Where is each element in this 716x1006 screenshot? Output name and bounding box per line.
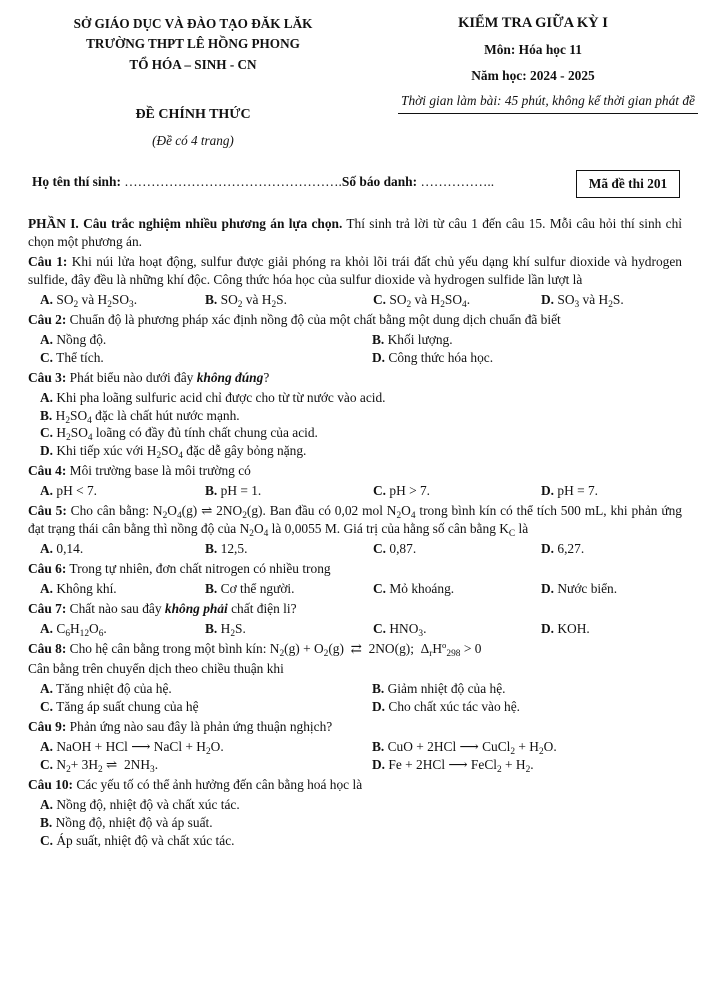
options-9 <box>28 738 682 774</box>
option-d[interactable]: D. Fe + 2HCl ⟶ FeCl$_2$ + $H_2$. <box>372 756 534 775</box>
question-8-prompt: Cân bằng trên chuyển dịch theo chiều thuận khi <box>28 660 284 676</box>
options-5 <box>28 540 682 558</box>
option-b[interactable]: B. Khối lượng. <box>372 331 453 347</box>
options-8 <box>28 680 682 716</box>
question-text: Các yếu tố có thể ảnh hưởng đến cân bằng hoá học là <box>73 776 363 792</box>
option-b[interactable]: B. Giảm nhiệt độ của hệ. <box>372 680 506 696</box>
option-c[interactable]: C. $HNO_3$. <box>373 621 427 640</box>
option-c[interactable]: C. Mỏ khoáng. <box>373 581 455 597</box>
option-b[interactable]: B. $H_2SO_4$ đặc là chất hút nước mạnh. <box>40 407 240 426</box>
school-name: TRƯỜNG THPT LÊ HỒNG PHONG <box>86 36 300 52</box>
options-10 <box>28 796 682 850</box>
option-c[interactable]: C. $SO_2$ và $H_2SO_4$. <box>373 291 471 310</box>
option-a[interactable]: A. Không khí. <box>40 581 117 597</box>
options-6 <box>28 580 682 598</box>
exam-header <box>28 0 695 155</box>
question-text: Môi trường base là môi trường có <box>66 463 251 479</box>
question-9 <box>28 718 682 736</box>
option-b[interactable]: B. CuO + 2HCl ⟶ CuCl$_2$ + $H_2O$. <box>372 738 557 757</box>
section-intro <box>28 215 682 251</box>
options-7 <box>28 620 682 638</box>
department-name: SỞ GIÁO DỤC VÀ ĐÀO TẠO ĐĂK LĂK <box>73 16 313 31</box>
option-d[interactable]: D. Khi tiếp xúc với $H_2SO_4$ đặc dễ gây bỏng nặng. <box>40 443 307 462</box>
exam-title: KIỂM TRA GIỮA KỲ I <box>458 15 608 31</box>
subject: Môn: Hóa học 11 <box>484 42 582 58</box>
option-a[interactable]: A. Tăng nhiệt độ của hệ. <box>40 680 172 696</box>
question-10 <box>28 776 682 794</box>
option-a[interactable]: A. Khi pha loãng sulfuric acid chỉ được cho từ từ nước vào acid. <box>40 389 386 405</box>
question-number: Câu 1: <box>28 253 68 269</box>
option-b[interactable]: B. 12,5. <box>205 541 248 557</box>
option-a[interactable]: A. pH < 7. <box>40 483 98 499</box>
option-c[interactable]: C. Tăng áp suất chung của hệ <box>40 698 199 714</box>
option-b[interactable]: B. $SO_2$ và $H_2S$. <box>205 291 287 310</box>
question-text: Khi núi lửa hoạt động, sulfur được giải phóng ra khỏi lõi trái đất chủ yếu dạng khí sulfur dioxide và hydrogen sulfide, đây đều là những khí độc. Công thức hóa học của sulfur dioxide và hydrogen sulfide lần lượt là <box>28 253 682 287</box>
question-number: Câu 6: <box>28 561 67 577</box>
option-a[interactable]: A. $SO_2$ và $H_2SO_3$. <box>40 291 138 310</box>
question-number: Câu 2: <box>28 311 67 327</box>
option-b[interactable]: B. Cơ thể người. <box>205 581 295 597</box>
option-c[interactable]: C. $H_2SO_4$ loãng có đầy đủ tính chất chung của acid. <box>40 425 318 444</box>
option-d[interactable]: D. pH = 7. <box>541 483 599 499</box>
option-a[interactable]: A. NaOH + HCl ⟶ NaCl + $H_2O$. <box>40 738 224 757</box>
question-number: Câu 5: <box>28 503 67 519</box>
page-count: (Đề có 4 trang) <box>152 133 234 149</box>
question-number: Câu 3: <box>28 369 67 385</box>
question-number: Câu 8: <box>28 640 67 656</box>
question-text: Phản ứng nào sau đây là phản ứng thuận nghịch? <box>66 718 333 734</box>
option-a[interactable]: A. Nồng độ. <box>40 331 107 347</box>
option-d[interactable]: D. 6,27. <box>541 541 585 557</box>
question-6 <box>28 560 682 578</box>
question-number: Câu 4: <box>28 463 67 479</box>
question-number: Câu 7: <box>28 601 67 617</box>
question-1 <box>28 253 682 289</box>
sbd-label: Số báo danh: <box>341 174 418 189</box>
section-text: Thí sinh trả lời từ câu 1 đến câu 15. Mỗi câu hỏi thí sinh chỉ chọn một phương án. <box>28 216 683 249</box>
option-c[interactable]: C. pH > 7. <box>373 483 431 499</box>
option-b[interactable]: B. Nồng độ, nhiệt độ và áp suất. <box>40 814 213 830</box>
option-d[interactable]: D. KOH. <box>541 621 590 637</box>
student-info <box>28 155 682 215</box>
section-title: PHẦN I. Câu trắc nghiệm nhiều phương án lựa chọn. <box>28 216 343 231</box>
option-b[interactable]: B. pH = 1. <box>205 483 262 499</box>
option-d[interactable]: D. Cho chất xúc tác vào hệ. <box>372 698 521 714</box>
question-text: Chuẩn độ là phương pháp xác định nồng độ của một chất bằng một dung dịch chuẩn đã biết <box>66 311 561 327</box>
options-1 <box>28 291 682 309</box>
options-3 <box>28 389 682 461</box>
time-limit: Thời gian làm bài: 45 phút, không kể thời gian phát đề <box>398 92 698 114</box>
option-d[interactable]: D. $SO_3$ và $H_2S$. <box>541 291 624 310</box>
school-year: Năm học: 2024 - 2025 <box>471 68 595 84</box>
question-5: Câu 5: Cho cân bằng: $N_2O_4(g)$ ⇌ $2NO_2(g)$. Ban đầu có 0,02 mol $N_2O_4$ trong bình kín có thể tích 500 mL, khi phản ứng đạt trạng thái cân bằng thì nồng độ của $N_2O_4$ là 0,0055 M. Giá trị của hằng số cân bằng $K_C$ là <box>28 503 682 540</box>
name-blank: …………………………………………. <box>124 174 342 189</box>
option-c[interactable]: C. Áp suất, nhiệt độ và chất xúc tác. <box>40 832 235 848</box>
header-right <box>348 14 716 114</box>
option-d[interactable]: D. Công thức hóa học. <box>372 349 494 365</box>
question-number: Câu 9: <box>28 718 67 734</box>
question-2 <box>28 311 682 329</box>
question-4 <box>28 462 682 480</box>
question-8: Câu 8: Cho hệ cân bằng trong một bình kín: $N_2(g) + O_2(g)$ ⇄ 2NO(g); $\Delta_rH^o_{298} > 0$ <box>28 639 482 659</box>
question-3: Câu 3: Phát biểu nào dưới đây không đúng? <box>28 369 270 385</box>
sbd-blank: …………….. <box>420 174 495 189</box>
option-d[interactable]: D. Nước biển. <box>541 581 618 597</box>
option-a[interactable]: A. Nồng độ, nhiệt độ và chất xúc tác. <box>40 796 240 812</box>
options-4 <box>28 482 682 500</box>
option-c[interactable]: C. Thể tích. <box>40 349 104 365</box>
question-text: Trong tự nhiên, đơn chất nitrogen có nhiều trong <box>66 561 331 577</box>
name-label: Họ tên thí sinh: <box>32 174 121 189</box>
official-label: ĐỀ CHÍNH THỨC <box>135 107 251 123</box>
option-c[interactable]: C. 0,87. <box>373 541 417 557</box>
options-2 <box>28 331 682 367</box>
option-b[interactable]: B. $H_2S$. <box>205 621 246 640</box>
option-a[interactable]: A. $C_6H_{12}O_6$. <box>40 621 107 640</box>
option-a[interactable]: A. 0,14. <box>40 541 84 557</box>
exam-code-box: Mã đề thi 201 <box>576 170 680 198</box>
team-name: TỔ HÓA – SINH - CN <box>129 56 257 72</box>
option-c[interactable]: C. $N_2+ 3H_2$ ⇌ $2NH_3$. <box>40 756 159 775</box>
student-line <box>32 173 494 191</box>
header-left <box>58 14 328 152</box>
question-number: Câu 10: <box>28 776 74 792</box>
question-7: Câu 7: Chất nào sau đây không phải chất điện li? <box>28 601 297 617</box>
